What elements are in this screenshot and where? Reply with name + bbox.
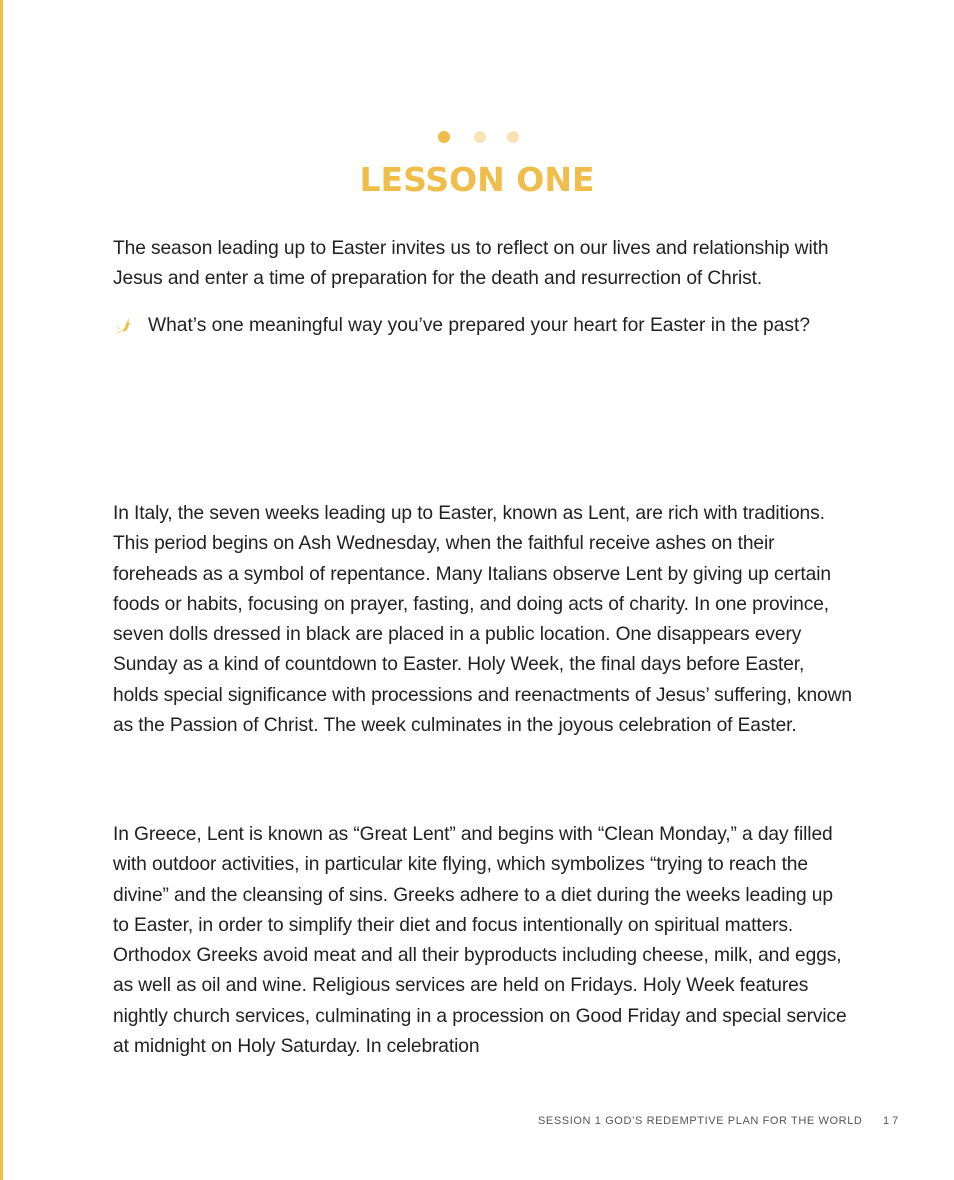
question-text: What’s one meaningful way you’ve prepared your heart for Easter in the past?: [148, 315, 810, 336]
page-number: 17: [883, 1115, 902, 1127]
italy-paragraph: In Italy, the seven weeks leading up to Easter, known as Lent, are rich with traditions. This period begins on Ash Wednesday, when the faithful receive ashes on their foreheads as a symbol of repentance. Many Italians observe Lent by giving up certain foods or habits, focusing on prayer, fasting, and doing acts of charity. In one province, seven dolls dressed in black are placed in a public location. One disappears every Sunday as a kind of countdown to Easter. Holy Week, the final days before Easter, holds special significance with processions and reenactments of Jesus’ suffering, known as the Passion of Christ. The week culminates in the joyous celebration of Easter.: [113, 503, 852, 737]
greece-paragraph: In Greece, Lent is known as “Great Lent” and begins with “Clean Monday,” a day filled with outdoor activities, in particular kite flying, which symbolizes “trying to reach the divine” and the cleansing of sins. Greeks adhere to a diet during the weeks leading up to Easter, in order to simplify their diet and focus intentionally on spiritual matters. Orthodox Greeks avoid meat and all their byproducts including cheese, milk, and eggs, as well as oil and wine. Religious services are held on Fridays. Holy Week features nightly church services, culminating in a procession on Good Friday and special service at midnight on Holy Saturday. In celebration: [113, 824, 847, 1058]
intro-paragraph: The season leading up to Easter invites us to reflect on our lives and relationship with Jesus and enter a time of preparation for the death and resurrection of Christ.: [113, 238, 829, 290]
running-footer: SESSION 1 GOD’S REDEMPTIVE PLAN FOR THE WORLD: [538, 1115, 863, 1127]
progress-dot-2: [474, 131, 486, 143]
leaf-icon: [113, 315, 135, 337]
lesson-title: LESSON ONE: [359, 160, 595, 199]
progress-dot-1: [438, 131, 450, 143]
progress-dot-3: [507, 131, 519, 143]
